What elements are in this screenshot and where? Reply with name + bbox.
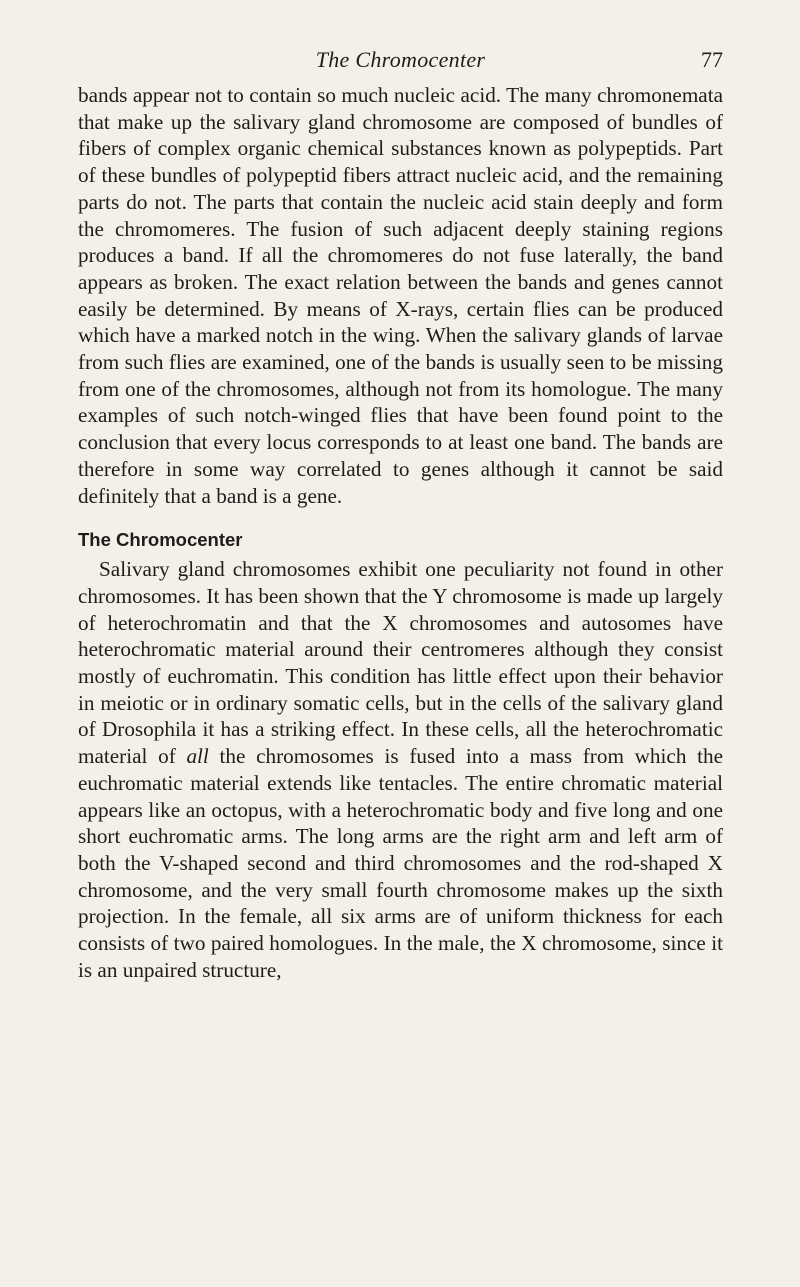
body-text <box>78 82 723 984</box>
paragraph-text: Salivary gland chromosomes exhibit one peculiarity not found in other chromosomes. It has been shown that the Y chromosome is made up largely of heterochromatin and that the X chromosomes and autosomes have heterochromatic material around their centromeres although they consist mostly of euchromatin. This condition has little effect upon their behavior in meiotic or in ordinary somatic cells, but in the cells of the salivary gland of Drosophila it has a striking effect. In these cells, all the heterochromatic material of <box>78 557 723 769</box>
italic-emphasis: all <box>186 744 209 769</box>
paragraph-text: the chromosomes is fused into a mass from which the euchromatic material extends like tentacles. The entire chromatic material appears like an octopus, with a heterochromatic body and five long and one short euchromatic arms. The long arms are the right arm and left arm of both the V-shaped second and third chromosomes and the rod-shaped X chromosome, and the very small fourth chromosome makes up the sixth projection. In the female, all six arms are of uniform thickness for each consists of two paired homologues. In the male, the X chromosome, since it is an unpaired structure, <box>78 744 723 982</box>
paragraph-chromocenter <box>78 556 723 983</box>
page-number: 77 <box>701 47 723 72</box>
running-head <box>78 44 723 76</box>
paragraph-bands: bands appear not to contain so much nucleic acid. The many chromonemata that make up the salivary gland chromosome are composed of bundles of fibers of complex organic chemical substances known as polypeptids. Part of these bundles of polypeptid fibers attract nucleic acid, and the remaining parts do not. The parts that contain the nucleic acid stain deeply and form the chromomeres. The fusion of such adjacent deeply staining regions produces a band. If all the chromomeres do not fuse laterally, the band appears as broken. The exact relation between the bands and genes cannot easily be determined. By means of X-rays, certain flies can be produced which have a marked notch in the wing. When the salivary glands of larvae from such flies are examined, one of the bands is usually seen to be missing from one of the chromosomes, although not from its homologue. The many examples of such notch-winged flies that have been found point to the conclusion that every locus corresponds to at least one band. The bands are therefore in some way correlated to genes although it cannot be said definitely that a band is a gene. <box>78 83 723 508</box>
section-heading: The Chromocenter <box>78 529 243 551</box>
running-title: The Chromocenter <box>315 47 486 72</box>
